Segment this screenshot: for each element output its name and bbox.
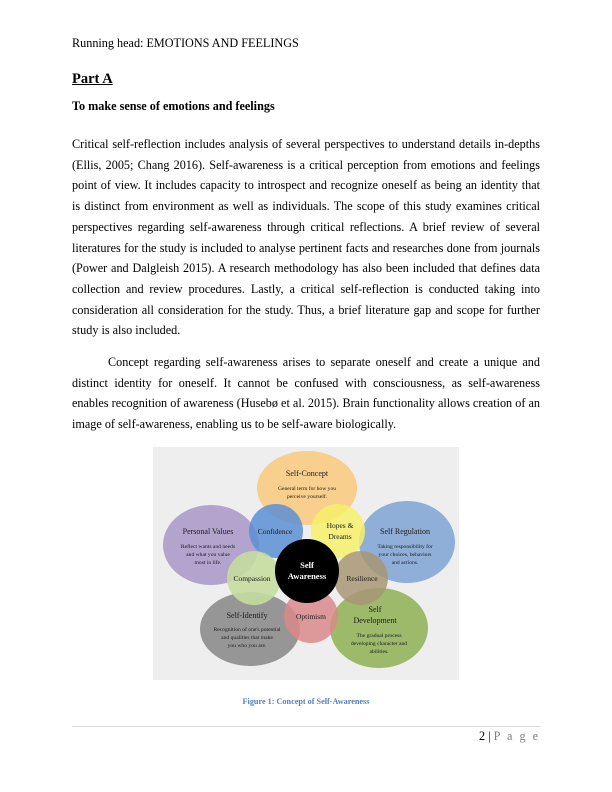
resilience-label: Resilience <box>346 574 378 583</box>
self-awareness-diagram <box>153 447 459 680</box>
figure-caption: Figure 1: Concept of Self-Awareness <box>242 697 370 706</box>
hopes-dreams-label-1: Hopes & <box>326 521 354 530</box>
self-development-desc: developing character and <box>350 641 408 647</box>
self-concept-desc: General term for how you <box>277 486 337 492</box>
self-development-desc: abilities. <box>369 649 389 655</box>
optimism-label: Optimism <box>295 612 327 621</box>
self-regulation-desc: Taking responsibility for <box>377 544 433 550</box>
self-identify-desc: and qualities that make <box>221 635 273 641</box>
self-development-title-1: Self <box>368 605 382 614</box>
self-regulation-title: Self Regulation <box>380 527 430 536</box>
compassion-label: Compassion <box>233 574 271 583</box>
page-footer <box>479 729 540 744</box>
self-concept-desc: perceive yourself. <box>286 494 328 500</box>
personal-values-desc: most in life. <box>194 560 222 566</box>
center-title-line1: Self <box>300 560 314 570</box>
petal-self-development <box>330 588 428 668</box>
self-regulation-desc: and actions. <box>391 560 419 566</box>
self-identify-desc: Recognition of one's potential <box>213 627 281 633</box>
self-development-desc: The gradual process <box>356 633 402 639</box>
page-word: P a g e <box>493 729 540 743</box>
center-title-line2: Awareness <box>287 571 327 581</box>
body-paragraph: Concept regarding self-awareness arises to separate oneself and create a unique and distinct identity for oneself. It cannot be confused with consciousness, as self-awareness enables recognition of awareness (Husebø et al. 2015). Brain functionality allows creation of an image of self-awareness, enabling us to be self-aware biologically. <box>72 355 540 432</box>
part-title: Part A <box>72 71 113 87</box>
self-identify-desc: you who you are. <box>227 643 267 649</box>
personal-values-desc: and what you value <box>186 552 230 558</box>
page-number: 2 <box>478 729 486 743</box>
self-concept-title: Self-Concept <box>285 469 329 478</box>
self-identify-title: Self-Identify <box>226 611 268 620</box>
page-separator: | <box>485 729 494 743</box>
body-paragraph: Critical self-reflection includes analysis of several perspectives to understand details in-depths (Ellis, 2005; Chang 2016). Self-awareness is a critical perception from emotions and feelings point of view. It includes capacity to introspect and recognize oneself as being an identity that is distinct from environment as well as individuals. The scope of this study examines critical perspectives regarding self-awareness through critical reflections. A brief review of several literatures for the study is included to analyse pertinent facts and researches done from journals (Power and Dalgleish 2015). A research methodology has also been included that defines data collection and review procedures. Lastly, a critical self-reflection is conducted taking into consideration all consideration for the study. Thus, a brief literature gap and scope for further study is also included. <box>72 137 540 338</box>
self-development-title-2: Development <box>353 616 397 625</box>
hopes-dreams-label-2: Dreams <box>328 532 352 541</box>
self-regulation-desc: your choices, behaviors <box>378 552 432 558</box>
section-subtitle: To make sense of emotions and feelings <box>72 99 275 113</box>
running-head: Running head: EMOTIONS AND FEELINGS <box>72 36 299 50</box>
footer-rule <box>72 726 540 727</box>
confidence-label: Confidence <box>257 527 293 536</box>
personal-values-desc: Reflect wants and needs <box>180 544 236 550</box>
personal-values-title: Personal Values <box>182 527 234 536</box>
